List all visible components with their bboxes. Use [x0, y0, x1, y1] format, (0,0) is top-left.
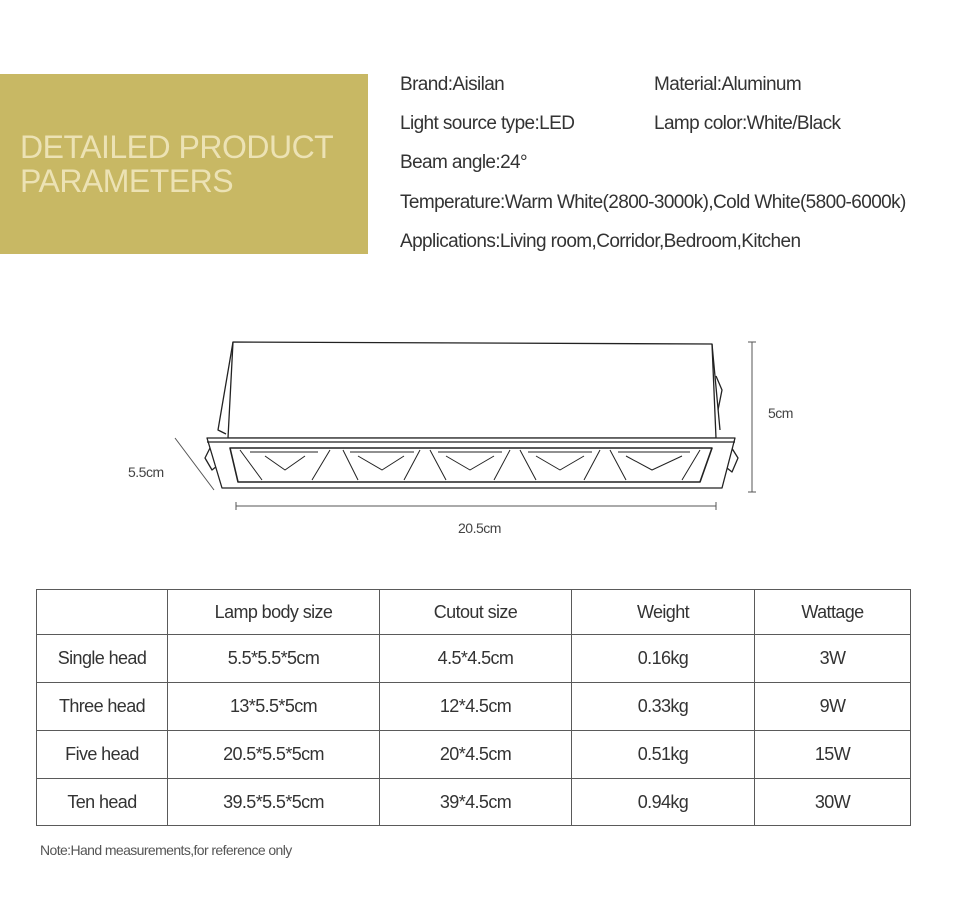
table-header-cell: Weight [572, 590, 755, 635]
table-cell: 0.51kg [572, 731, 755, 779]
spec-lamp-color: Lamp color:White/Black [654, 113, 841, 134]
spec-table [36, 589, 911, 826]
table-row [37, 683, 911, 731]
table-cell: 20.5*5.5*5cm [168, 731, 380, 779]
table-cell: 0.33kg [572, 683, 755, 731]
measurement-note: Note:Hand measurements,for reference only [40, 842, 292, 858]
table-row [37, 779, 911, 826]
width-dimension: 5.5cm [128, 464, 164, 480]
table-header-cell: Cutout size [380, 590, 572, 635]
table-cell: 9W [755, 683, 911, 731]
table-cell: 30W [755, 779, 911, 826]
table-cell: Five head [37, 731, 168, 779]
table-cell: 15W [755, 731, 911, 779]
table-row [37, 731, 911, 779]
height-dimension: 5cm [768, 405, 793, 421]
table-cell: 13*5.5*5cm [168, 683, 380, 731]
table-header-row [37, 590, 911, 635]
table-cell: Ten head [37, 779, 168, 826]
spec-light-source: Light source type:LED [400, 113, 575, 134]
spec-applications: Applications:Living room,Corridor,Bedroom,Kitchen [400, 231, 801, 252]
table-header-cell: Wattage [755, 590, 911, 635]
table-header-cell [37, 590, 168, 635]
length-dimension: 20.5cm [458, 520, 501, 536]
table-cell: 20*4.5cm [380, 731, 572, 779]
spec-material: Material:Aluminum [654, 74, 802, 95]
table-cell: 12*4.5cm [380, 683, 572, 731]
table-cell: 39.5*5.5*5cm [168, 779, 380, 826]
product-diagram [0, 330, 960, 550]
section-title: DETAILED PRODUCT PARAMETERS [20, 129, 334, 199]
table-cell: 0.94kg [572, 779, 755, 826]
table-cell: 39*4.5cm [380, 779, 572, 826]
table-cell: 3W [755, 635, 911, 683]
spec-temperature: Temperature:Warm White(2800-3000k),Cold White(5800-6000k) [400, 192, 906, 213]
table-cell: 5.5*5.5*5cm [168, 635, 380, 683]
title-banner [0, 74, 368, 254]
table-cell: 0.16kg [572, 635, 755, 683]
table-row [37, 635, 911, 683]
spec-brand: Brand:Aisilan [400, 74, 505, 95]
table-cell: Three head [37, 683, 168, 731]
lamp-drawing [0, 330, 960, 550]
table-cell: Single head [37, 635, 168, 683]
table-header-cell: Lamp body size [168, 590, 380, 635]
spec-beam-angle: Beam angle:24° [400, 152, 528, 173]
table-cell: 4.5*4.5cm [380, 635, 572, 683]
